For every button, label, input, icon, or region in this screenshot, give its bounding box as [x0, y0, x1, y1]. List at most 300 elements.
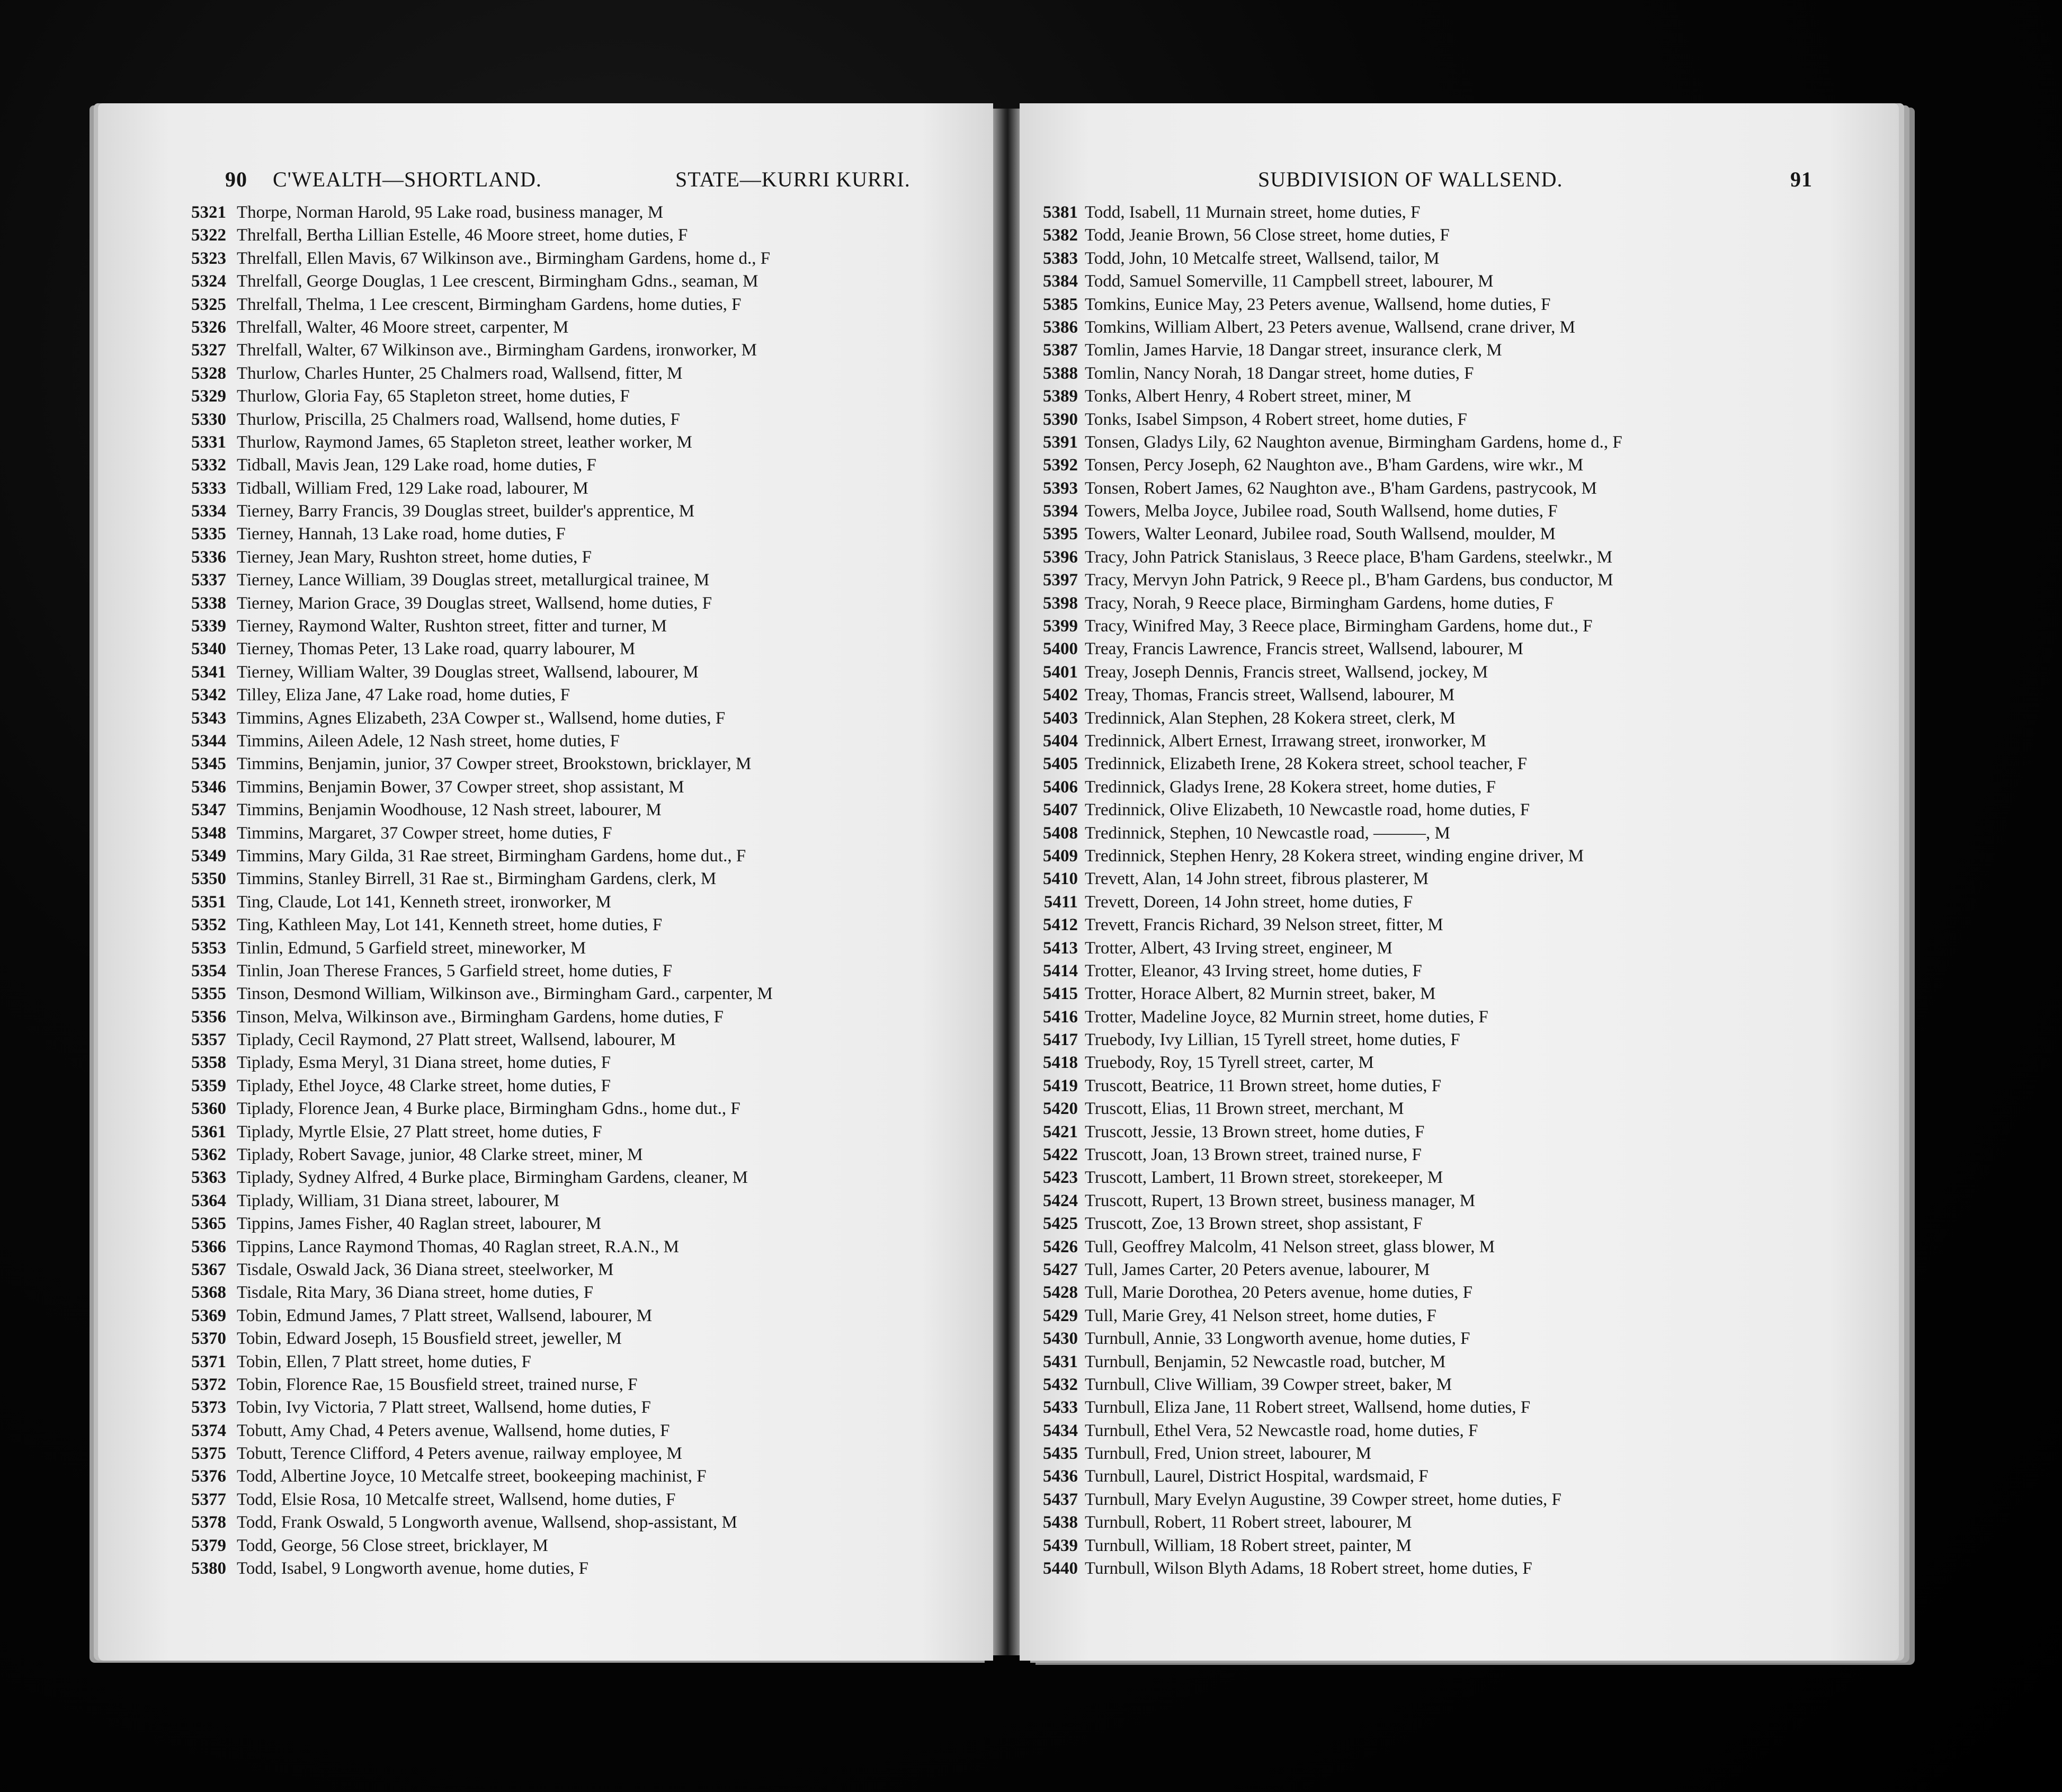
roll-entry [98, 983, 993, 1005]
entry-text: Tull, Marie Grey, 41 Nelson street, home duties, F [1085, 1306, 1436, 1325]
roll-entry [1020, 845, 1899, 868]
entry-text: Turnbull, Laurel, District Hospital, wardsmaid, F [1085, 1467, 1429, 1486]
entry-number: 5398 [1043, 593, 1078, 613]
roll-entry [98, 1535, 993, 1557]
roll-entry [98, 1488, 993, 1511]
roll-entry [98, 293, 993, 316]
entry-text: Tisdale, Oswald Jack, 36 Diana street, steelworker, M [237, 1260, 614, 1279]
entry-text: Tomkins, Eunice May, 23 Peters avenue, Wallsend, home duties, F [1085, 295, 1551, 314]
entry-text: Tredinnick, Stephen, 10 Newcastle road, ———, M [1085, 823, 1450, 843]
roll-entry [1020, 500, 1899, 523]
entry-text: Tomlin, Nancy Norah, 18 Dangar street, home duties, F [1085, 363, 1474, 383]
entry-number: 5400 [1043, 639, 1078, 659]
entry-text: Tippins, Lance Raymond Thomas, 40 Raglan street, R.A.N., M [237, 1237, 680, 1256]
page-header-right: STATE—KURRI KURRI. [675, 167, 911, 191]
entry-text: Tiplady, Ethel Joyce, 48 Clarke street, home duties, F [237, 1076, 611, 1095]
roll-entry [1020, 1075, 1899, 1098]
roll-entry [98, 868, 993, 890]
roll-entry [98, 1374, 993, 1396]
entry-number: 5354 [191, 961, 226, 980]
entry-text: Truscott, Elias, 11 Brown street, merchant, M [1085, 1099, 1404, 1119]
roll-entry [98, 1465, 993, 1488]
entry-text: Towers, Melba Joyce, Jubilee road, South Wallsend, home duties, F [1085, 502, 1558, 521]
entry-text: Trevett, Doreen, 14 John street, home duties, F [1085, 892, 1413, 912]
entry-number: 5432 [1043, 1375, 1078, 1394]
entry-text: Tippins, James Fisher, 40 Raglan street, labourer, M [237, 1214, 602, 1234]
entry-text: Turnbull, Wilson Blyth Adams, 18 Robert street, home duties, F [1085, 1559, 1532, 1579]
roll-entry [1020, 937, 1899, 960]
entry-text: Tredinnick, Olive Elizabeth, 10 Newcastle road, home duties, F [1085, 800, 1530, 820]
entry-text: Treay, Joseph Dennis, Francis street, Wallsend, jockey, M [1085, 662, 1488, 682]
roll-entry [98, 960, 993, 983]
roll-entry [1020, 707, 1899, 730]
page-number: 90 [225, 167, 247, 191]
entry-number: 5405 [1043, 754, 1078, 774]
entry-number: 5384 [1043, 272, 1078, 291]
roll-entry [98, 891, 993, 914]
entry-text: Tinlin, Edmund, 5 Garfield street, mineworker, M [237, 938, 586, 958]
entry-text: Todd, Elsie Rosa, 10 Metcalfe street, Wallsend, home duties, F [237, 1490, 676, 1509]
entry-text: Truscott, Rupert, 13 Brown street, business manager, M [1085, 1191, 1476, 1210]
entry-number: 5428 [1043, 1283, 1078, 1303]
roll-entry [1020, 362, 1899, 385]
roll-entry [1020, 1351, 1899, 1374]
entry-number: 5358 [191, 1053, 226, 1073]
roll-entry [1020, 1029, 1899, 1051]
roll-entry [1020, 247, 1899, 270]
entry-number: 5374 [191, 1421, 226, 1440]
entry-text: Timmins, Benjamin Bower, 37 Cowper street, shop assistant, M [237, 777, 684, 797]
entry-number: 5404 [1043, 731, 1078, 751]
entry-number: 5410 [1043, 869, 1078, 889]
entry-number: 5366 [191, 1237, 226, 1256]
roll-entry [1020, 661, 1899, 684]
entry-number: 5437 [1043, 1490, 1078, 1509]
book-gutter [993, 109, 1020, 1655]
entry-number: 5368 [191, 1283, 226, 1303]
entry-text: Tonsen, Robert James, 62 Naughton ave., B'ham Gardens, pastrycook, M [1085, 478, 1597, 498]
entry-text: Todd, Jeanie Brown, 56 Close street, home duties, F [1085, 226, 1450, 245]
entry-text: Tiplady, Myrtle Elsie, 27 Platt street, home duties, F [237, 1122, 602, 1142]
roll-entry [1020, 1121, 1899, 1144]
roll-entry [98, 316, 993, 339]
entry-number: 5406 [1043, 777, 1078, 797]
entry-number: 5365 [191, 1214, 226, 1234]
roll-entry [98, 247, 993, 270]
entry-number: 5371 [191, 1352, 226, 1371]
entry-number: 5416 [1043, 1007, 1078, 1027]
entry-text: Ting, Claude, Lot 141, Kenneth street, ironworker, M [237, 892, 611, 912]
entry-text: Turnbull, Robert, 11 Robert street, labourer, M [1085, 1513, 1412, 1532]
roll-entry [98, 1327, 993, 1350]
entry-number: 5380 [191, 1559, 226, 1579]
entry-text: Trotter, Eleanor, 43 Irving street, home duties, F [1085, 961, 1422, 980]
entry-text: Tierney, William Walter, 39 Douglas street, Wallsend, labourer, M [237, 662, 699, 682]
roll-entry [98, 937, 993, 960]
roll-entry [98, 385, 993, 408]
entry-number: 5381 [1043, 203, 1078, 222]
entry-number: 5426 [1043, 1237, 1078, 1256]
entry-number: 5328 [191, 363, 226, 383]
roll-entry [1020, 1374, 1899, 1396]
entry-number: 5376 [191, 1467, 226, 1486]
entry-number: 5332 [191, 456, 226, 475]
roll-entry [98, 1075, 993, 1098]
roll-entry [1020, 592, 1899, 615]
entry-text: Tull, James Carter, 20 Peters avenue, labourer, M [1085, 1260, 1430, 1279]
entry-text: Turnbull, William, 18 Robert street, painter, M [1085, 1536, 1412, 1555]
entry-text: Timmins, Benjamin, junior, 37 Cowper street, Brookstown, bricklayer, M [237, 754, 752, 774]
roll-entry [98, 1396, 993, 1419]
roll-entry [98, 1281, 993, 1304]
entry-number: 5413 [1043, 938, 1078, 958]
entry-text: Tomkins, William Albert, 23 Peters avenue, Wallsend, crane driver, M [1085, 317, 1575, 337]
roll-entry [98, 1236, 993, 1259]
roll-entry [98, 799, 993, 822]
entry-text: Tull, Marie Dorothea, 20 Peters avenue, home duties, F [1085, 1283, 1472, 1303]
entry-number: 5322 [191, 226, 226, 245]
entry-text: Threlfall, Thelma, 1 Lee crescent, Birmingham Gardens, home duties, F [237, 295, 742, 314]
entry-text: Threlfall, George Douglas, 1 Lee crescent, Birmingham Gdns., seaman, M [237, 272, 758, 291]
entry-number: 5430 [1043, 1329, 1078, 1349]
entry-number: 5408 [1043, 823, 1078, 843]
electoral-roll-list [98, 201, 993, 1580]
entry-text: Trotter, Albert, 43 Irving street, engineer, M [1085, 938, 1392, 958]
roll-entry [1020, 224, 1899, 247]
roll-entry [1020, 1305, 1899, 1327]
entry-number: 5369 [191, 1306, 226, 1325]
entry-text: Trevett, Francis Richard, 39 Nelson street, fitter, M [1085, 915, 1443, 935]
entry-text: Tobin, Florence Rae, 15 Bousfield street, trained nurse, F [237, 1375, 638, 1394]
entry-text: Timmins, Margaret, 37 Cowper street, home duties, F [237, 823, 612, 843]
roll-entry [98, 270, 993, 293]
entry-number: 5438 [1043, 1513, 1078, 1532]
roll-entry [98, 1557, 993, 1580]
entry-text: Tredinnick, Gladys Irene, 28 Kokera street, home duties, F [1085, 777, 1496, 797]
entry-number: 5424 [1043, 1191, 1078, 1210]
entry-number: 5423 [1043, 1168, 1078, 1188]
entry-text: Threlfall, Bertha Lillian Estelle, 46 Moore street, home duties, F [237, 226, 688, 245]
roll-entry [1020, 983, 1899, 1005]
roll-entry [98, 615, 993, 638]
roll-entry [1020, 316, 1899, 339]
roll-entry [98, 431, 993, 454]
roll-entry [1020, 1535, 1899, 1557]
entry-text: Turnbull, Mary Evelyn Augustine, 39 Cowper street, home duties, F [1085, 1490, 1561, 1509]
entry-text: Tierney, Jean Mary, Rushton street, home duties, F [237, 547, 592, 567]
left-page [98, 103, 993, 1661]
roll-entry [1020, 1259, 1899, 1281]
entry-text: Truscott, Jessie, 13 Brown street, home duties, F [1085, 1122, 1425, 1142]
entry-text: Thurlow, Priscilla, 25 Chalmers road, Wallsend, home duties, F [237, 409, 680, 429]
entry-number: 5333 [191, 478, 226, 498]
roll-entry [98, 224, 993, 247]
entry-text: Tobin, Ivy Victoria, 7 Platt street, Wallsend, home duties, F [237, 1398, 651, 1417]
roll-entry [1020, 1511, 1899, 1534]
entry-text: Tiplady, William, 31 Diana street, labourer, M [237, 1191, 560, 1210]
roll-entry [1020, 914, 1899, 937]
entry-text: Tidball, Mavis Jean, 129 Lake road, home duties, F [237, 456, 596, 475]
roll-entry [1020, 1051, 1899, 1074]
entry-text: Turnbull, Clive William, 39 Cowper street, baker, M [1085, 1375, 1452, 1394]
entry-number: 5336 [191, 547, 226, 567]
entry-number: 5325 [191, 295, 226, 314]
entry-number: 5421 [1043, 1122, 1078, 1142]
entry-text: Timmins, Mary Gilda, 31 Rae street, Birmingham Gardens, home dut., F [237, 846, 746, 866]
entry-number: 5433 [1043, 1398, 1078, 1417]
entry-number: 5417 [1043, 1030, 1078, 1050]
entry-number: 5350 [191, 869, 226, 889]
entry-number: 5419 [1043, 1076, 1078, 1095]
entry-text: Tiplady, Esma Meryl, 31 Diana street, home duties, F [237, 1053, 611, 1073]
roll-entry [1020, 1006, 1899, 1029]
entry-text: Tracy, Norah, 9 Reece place, Birmingham Gardens, home duties, F [1085, 593, 1554, 613]
entry-number: 5420 [1043, 1099, 1078, 1119]
entry-number: 5339 [191, 617, 226, 636]
entry-text: Todd, John, 10 Metcalfe street, Wallsend, tailor, M [1085, 248, 1440, 268]
entry-number: 5390 [1043, 409, 1078, 429]
entry-text: Todd, Isabel, 9 Longworth avenue, home duties, F [237, 1559, 588, 1579]
entry-number: 5397 [1043, 570, 1078, 590]
entry-number: 5387 [1043, 341, 1078, 360]
roll-entry [98, 1420, 993, 1442]
entry-text: Tracy, John Patrick Stanislaus, 3 Reece place, B'ham Gardens, steelwkr., M [1085, 547, 1613, 567]
entry-text: Tracy, Mervyn John Patrick, 9 Reece pl., B'ham Gardens, bus conductor, M [1085, 570, 1613, 590]
roll-entry [1020, 1190, 1899, 1213]
entry-text: Thurlow, Charles Hunter, 25 Chalmers road, Wallsend, fitter, M [237, 363, 683, 383]
roll-entry [98, 1098, 993, 1120]
entry-text: Trotter, Madeline Joyce, 82 Murnin street, home duties, F [1085, 1007, 1488, 1027]
roll-entry [98, 500, 993, 523]
roll-entry [1020, 477, 1899, 500]
entry-number: 5356 [191, 1007, 226, 1027]
entry-number: 5344 [191, 731, 226, 751]
roll-entry [98, 1166, 993, 1189]
entry-number: 5427 [1043, 1260, 1078, 1279]
roll-entry [98, 730, 993, 753]
entry-text: Treay, Francis Lawrence, Francis street, Wallsend, labourer, M [1085, 639, 1523, 659]
roll-entry [1020, 753, 1899, 775]
entry-number: 5383 [1043, 248, 1078, 268]
entry-number: 5411 [1043, 892, 1078, 912]
roll-entry [1020, 385, 1899, 408]
roll-entry [1020, 1465, 1899, 1488]
roll-entry [1020, 1327, 1899, 1350]
entry-number: 5407 [1043, 800, 1078, 820]
entry-text: Tobin, Edmund James, 7 Platt street, Wallsend, labourer, M [237, 1306, 653, 1325]
entry-text: Tracy, Winifred May, 3 Reece place, Birmingham Gardens, home dut., F [1085, 617, 1593, 636]
entry-number: 5425 [1043, 1214, 1078, 1234]
roll-entry [98, 776, 993, 799]
entry-text: Truscott, Joan, 13 Brown street, trained nurse, F [1085, 1145, 1422, 1165]
entry-text: Trevett, Alan, 14 John street, fibrous plasterer, M [1085, 869, 1429, 889]
entry-text: Tinson, Melva, Wilkinson ave., Birmingham Gardens, home duties, F [237, 1007, 724, 1027]
roll-entry [98, 1051, 993, 1074]
entry-number: 5359 [191, 1076, 226, 1095]
page-number: 91 [1790, 167, 1813, 191]
roll-entry [98, 362, 993, 385]
roll-entry [98, 753, 993, 775]
entry-text: Truebody, Ivy Lillian, 15 Tyrell street, home duties, F [1085, 1030, 1460, 1050]
entry-text: Tobutt, Terence Clifford, 4 Peters avenue, railway employee, M [237, 1444, 682, 1464]
roll-entry [1020, 1098, 1899, 1120]
roll-entry [1020, 408, 1899, 431]
entry-number: 5403 [1043, 708, 1078, 728]
entry-text: Treay, Thomas, Francis street, Wallsend, labourer, M [1085, 685, 1455, 705]
entry-number: 5431 [1043, 1352, 1078, 1371]
roll-entry [1020, 293, 1899, 316]
entry-number: 5429 [1043, 1306, 1078, 1325]
entry-text: Truscott, Zoe, 13 Brown street, shop assistant, F [1085, 1214, 1423, 1234]
entry-text: Turnbull, Annie, 33 Longworth avenue, home duties, F [1085, 1329, 1470, 1349]
roll-entry [98, 1442, 993, 1465]
entry-text: Tonks, Isabel Simpson, 4 Robert street, home duties, F [1085, 409, 1467, 429]
entry-number: 5323 [191, 248, 226, 268]
roll-entry [98, 638, 993, 661]
entry-number: 5321 [191, 203, 226, 222]
entry-number: 5363 [191, 1168, 226, 1188]
roll-entry [98, 1190, 993, 1213]
entry-text: Tobin, Edward Joseph, 15 Bousfield street, jeweller, M [237, 1329, 622, 1349]
entry-text: Tredinnick, Alan Stephen, 28 Kokera street, clerk, M [1085, 708, 1456, 728]
roll-entry [1020, 868, 1899, 890]
roll-entry [1020, 1166, 1899, 1189]
entry-number: 5346 [191, 777, 226, 797]
roll-entry [1020, 339, 1899, 362]
entry-text: Threlfall, Ellen Mavis, 67 Wilkinson ave., Birmingham Gardens, home d., F [237, 248, 771, 268]
entry-number: 5434 [1043, 1421, 1078, 1440]
roll-entry [1020, 1442, 1899, 1465]
entry-number: 5382 [1043, 226, 1078, 245]
roll-entry [1020, 1281, 1899, 1304]
entry-text: Tierney, Barry Francis, 39 Douglas street, builder's apprentice, M [237, 502, 695, 521]
roll-entry [98, 1121, 993, 1144]
entry-text: Todd, Albertine Joyce, 10 Metcalfe street, bookeeping machinist, F [237, 1467, 707, 1486]
entry-text: Tierney, Lance William, 39 Douglas street, metallurgical trainee, M [237, 570, 710, 590]
roll-entry [98, 1213, 993, 1235]
entry-number: 5352 [191, 915, 226, 935]
roll-entry [98, 1305, 993, 1327]
entry-text: Turnbull, Ethel Vera, 52 Newcastle road, home duties, F [1085, 1421, 1478, 1440]
roll-entry [98, 1259, 993, 1281]
roll-entry [1020, 201, 1899, 224]
roll-entry [1020, 454, 1899, 477]
open-book [87, 103, 1957, 1661]
entry-text: Tilley, Eliza Jane, 47 Lake road, home duties, F [237, 685, 570, 705]
roll-entry [1020, 960, 1899, 983]
entry-number: 5395 [1043, 524, 1078, 544]
entry-text: Turnbull, Fred, Union street, labourer, M [1085, 1444, 1371, 1464]
roll-entry [98, 454, 993, 477]
roll-entry [98, 1006, 993, 1029]
roll-entry [1020, 546, 1899, 569]
entry-number: 5345 [191, 754, 226, 774]
entry-number: 5353 [191, 938, 226, 958]
entry-number: 5422 [1043, 1145, 1078, 1165]
entry-number: 5394 [1043, 502, 1078, 521]
entry-number: 5439 [1043, 1536, 1078, 1555]
roll-entry [1020, 799, 1899, 822]
entry-text: Tomlin, James Harvie, 18 Dangar street, insurance clerk, M [1085, 341, 1502, 360]
entry-number: 5349 [191, 846, 226, 866]
entry-number: 5375 [191, 1444, 226, 1464]
page-header: SUBDIVISION OF WALLSEND. [1258, 167, 1563, 191]
entry-number: 5402 [1043, 685, 1078, 705]
entry-text: Truebody, Roy, 15 Tyrell street, carter, M [1085, 1053, 1374, 1073]
entry-number: 5324 [191, 272, 226, 291]
entry-text: Turnbull, Benjamin, 52 Newcastle road, butcher, M [1085, 1352, 1446, 1371]
entry-text: Turnbull, Eliza Jane, 11 Robert street, Wallsend, home duties, F [1085, 1398, 1531, 1417]
roll-entry [1020, 1236, 1899, 1259]
roll-entry [98, 914, 993, 937]
entry-number: 5343 [191, 708, 226, 728]
entry-text: Tiplady, Robert Savage, junior, 48 Clarke street, miner, M [237, 1145, 643, 1165]
roll-entry [1020, 1144, 1899, 1166]
right-page [1020, 103, 1899, 1661]
roll-entry [1020, 776, 1899, 799]
entry-text: Tiplady, Cecil Raymond, 27 Platt street, Wallsend, labourer, M [237, 1030, 676, 1050]
entry-number: 5348 [191, 823, 226, 843]
entry-number: 5370 [191, 1329, 226, 1349]
entry-number: 5409 [1043, 846, 1078, 866]
entry-text: Tierney, Thomas Peter, 13 Lake road, quarry labourer, M [237, 639, 636, 659]
roll-entry [98, 822, 993, 845]
roll-entry [98, 201, 993, 224]
roll-entry [98, 569, 993, 592]
right-page-header [1020, 167, 1899, 199]
entry-text: Tredinnick, Elizabeth Irene, 28 Kokera street, school teacher, F [1085, 754, 1528, 774]
roll-entry [98, 707, 993, 730]
roll-entry [98, 1029, 993, 1051]
entry-text: Truscott, Lambert, 11 Brown street, storekeeper, M [1085, 1168, 1443, 1188]
entry-number: 5367 [191, 1260, 226, 1279]
entry-number: 5360 [191, 1099, 226, 1119]
roll-entry [1020, 1396, 1899, 1419]
entry-number: 5415 [1043, 984, 1078, 1004]
entry-number: 5340 [191, 639, 226, 659]
roll-entry [98, 1144, 993, 1166]
entry-number: 5351 [191, 892, 226, 912]
roll-entry [1020, 1420, 1899, 1442]
entry-text: Tidball, William Fred, 129 Lake road, labourer, M [237, 478, 588, 498]
entry-number: 5335 [191, 524, 226, 544]
roll-entry [1020, 822, 1899, 845]
entry-text: Tierney, Raymond Walter, Rushton street, fitter and turner, M [237, 617, 667, 636]
entry-number: 5418 [1043, 1053, 1078, 1073]
entry-number: 5399 [1043, 617, 1078, 636]
entry-number: 5331 [191, 432, 226, 452]
roll-entry [1020, 523, 1899, 546]
entry-number: 5373 [191, 1398, 226, 1417]
entry-text: Tinlin, Joan Therese Frances, 5 Garfield street, home duties, F [237, 961, 673, 980]
entry-number: 5347 [191, 800, 226, 820]
entry-number: 5377 [191, 1490, 226, 1509]
roll-entry [1020, 1213, 1899, 1235]
roll-entry [98, 408, 993, 431]
entry-number: 5334 [191, 502, 226, 521]
entry-text: Timmins, Benjamin Woodhouse, 12 Nash street, labourer, M [237, 800, 662, 820]
entry-text: Thurlow, Gloria Fay, 65 Stapleton street, home duties, F [237, 387, 630, 406]
page-header-left: C'WEALTH—SHORTLAND. [273, 167, 542, 191]
entry-text: Tinson, Desmond William, Wilkinson ave., Birmingham Gard., carpenter, M [237, 984, 773, 1004]
roll-entry [98, 661, 993, 684]
entry-number: 5362 [191, 1145, 226, 1165]
roll-entry [98, 477, 993, 500]
roll-entry [98, 1511, 993, 1534]
entry-number: 5385 [1043, 295, 1078, 314]
entry-text: Tobutt, Amy Chad, 4 Peters avenue, Wallsend, home duties, F [237, 1421, 670, 1440]
entry-number: 5341 [191, 662, 226, 682]
